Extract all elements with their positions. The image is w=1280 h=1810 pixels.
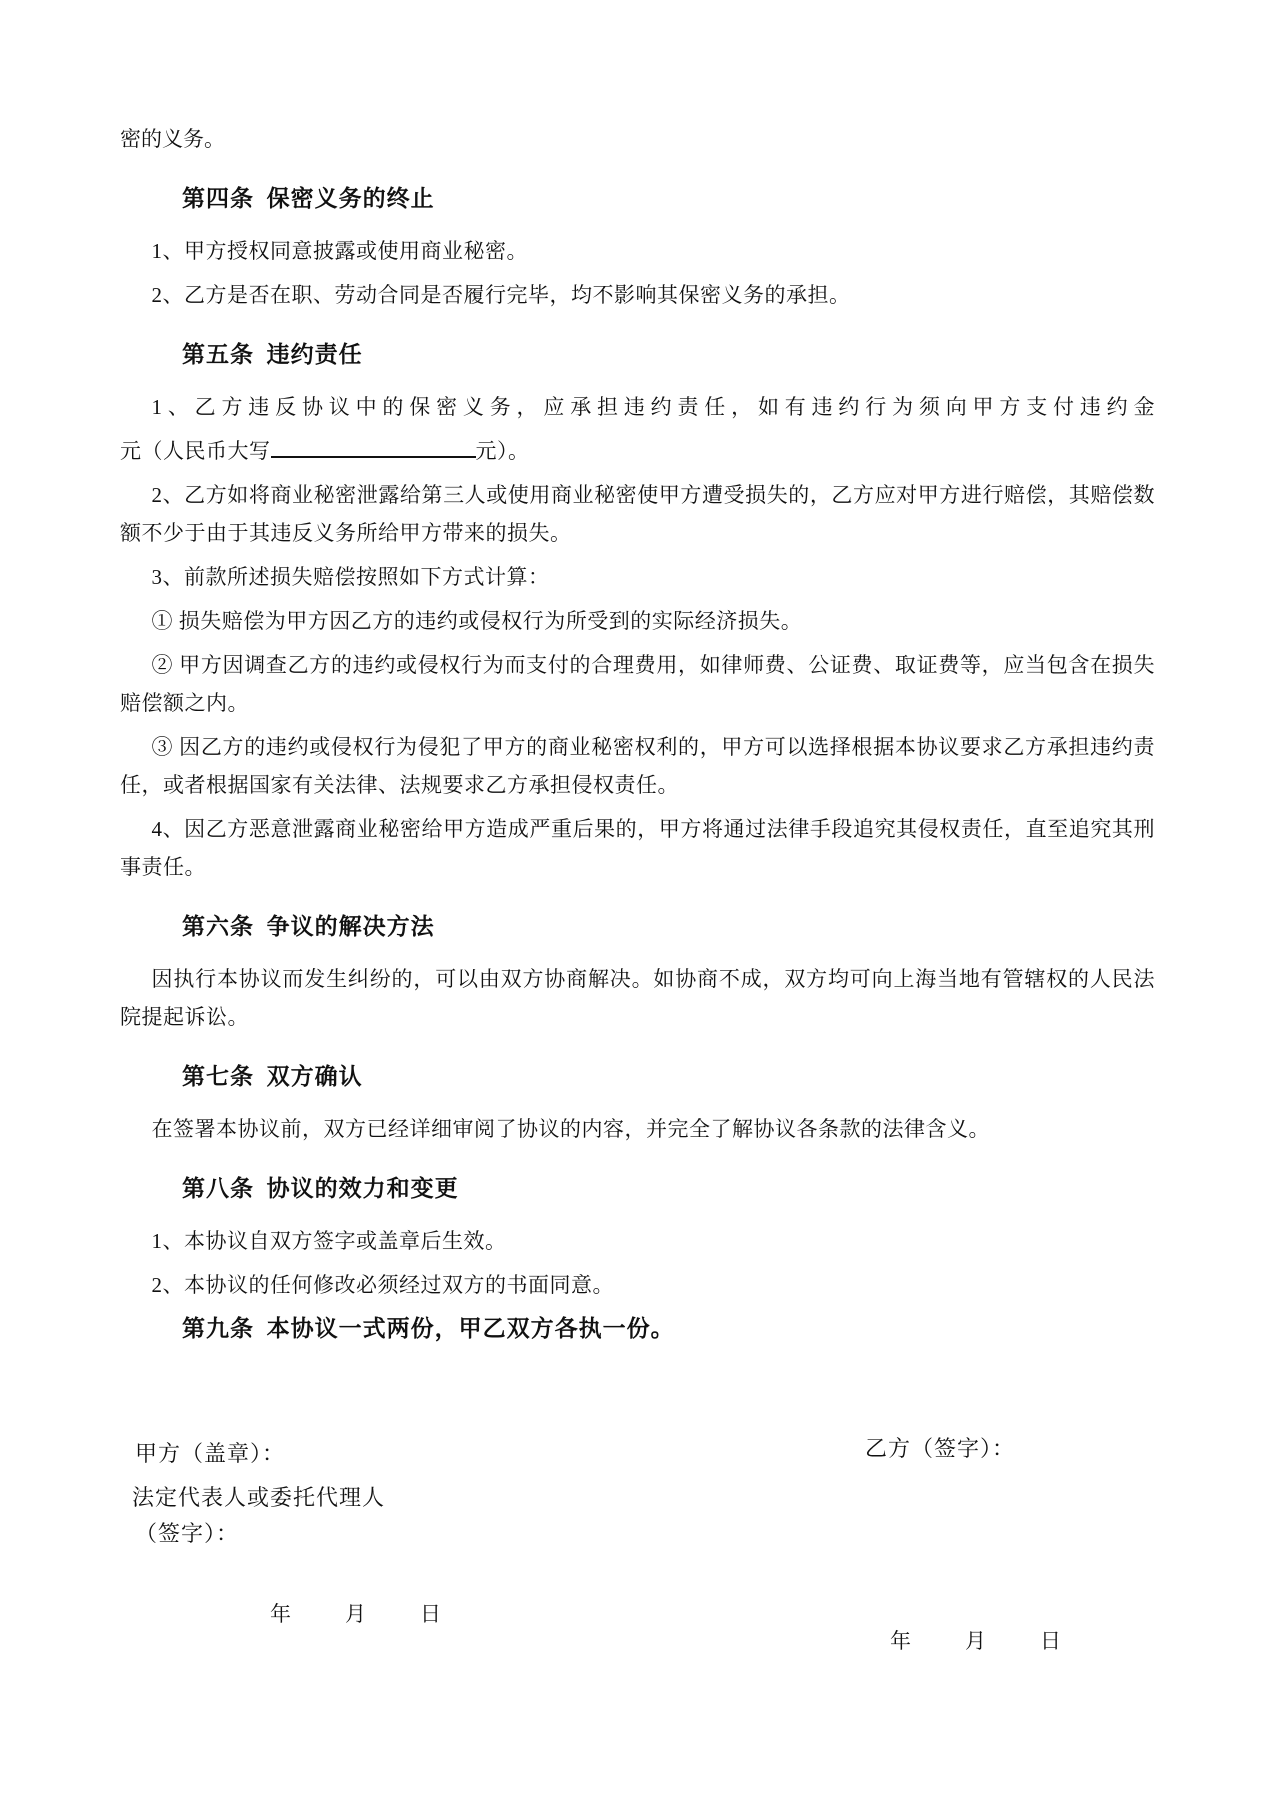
paragraph: 2、乙方如将商业秘密泄露给第三人或使用商业秘密使甲方遭受损失的，乙方应对甲方进行赔偿，其赔偿数额不少于由于其违反义务所给甲方带来的损失。 xyxy=(120,483,1155,545)
contract-section xyxy=(120,1172,1155,1304)
legal-rep-label: 法定代表人或委托代理人 xyxy=(132,1485,386,1510)
paragraph: ② 甲方因调查乙方的违约或侵权行为而支付的合理费用，如律师费、公证费、取证费等，应当包含在损失赔偿额之内。 xyxy=(120,653,1155,715)
heading-number: 第七条 xyxy=(182,1063,254,1089)
continuation-paragraph: 密的义务。 xyxy=(120,127,225,151)
document-body xyxy=(120,120,1155,1362)
date-month-label: 月 xyxy=(965,1629,986,1653)
sections-container xyxy=(120,182,1155,1344)
date-day-label: 日 xyxy=(1040,1629,1061,1653)
sign-colon-label: （签字）： xyxy=(135,1521,240,1546)
contract-section xyxy=(120,182,1155,314)
heading-number: 第六条 xyxy=(182,913,254,939)
heading-title: 本协议一式两份，甲乙双方各执一份。 xyxy=(266,1315,675,1341)
section-heading xyxy=(120,910,1155,942)
section-heading xyxy=(120,338,1155,370)
paragraph: 3、前款所述损失赔偿按照如下方式计算： xyxy=(151,565,550,589)
heading-title: 双方确认 xyxy=(266,1063,363,1089)
paragraph: ① 损失赔偿为甲方因乙方的违约或侵权行为所受到的实际经济损失。 xyxy=(151,609,803,633)
heading-title: 保密义务的终止 xyxy=(266,185,435,211)
heading-title: 违约责任 xyxy=(266,341,363,367)
heading-title: 协议的效力和变更 xyxy=(266,1175,459,1201)
paragraph: 2、本协议的任何修改必须经过双方的书面同意。 xyxy=(151,1273,614,1297)
date-year-label: 年 xyxy=(270,1602,291,1626)
paragraph: 在签署本协议前，双方已经详细审阅了协议的内容，并完全了解协议各条款的法律含义。 xyxy=(151,1117,990,1141)
amount-prefix: 元（人民币大写 xyxy=(120,439,271,463)
date-line-party-a xyxy=(270,1595,441,1633)
paragraph: 因执行本协议而发生纠纷的，可以由双方协商解决。如协商不成，双方均可向上海当地有管辖权的人民法院提起诉讼。 xyxy=(120,967,1155,1029)
section-heading xyxy=(120,1172,1155,1204)
party-b-sign-label: 乙方（签字）： xyxy=(865,1436,1016,1461)
paragraph: 4、因乙方恶意泄露商业秘密给甲方造成严重后果的，甲方将通过法律手段追究其侵权责任，直至追究其刑事责任。 xyxy=(120,817,1155,879)
date-day-label: 日 xyxy=(420,1602,441,1626)
paragraph: 1、乙方违反协议中的保密义务，应承担违约责任，如有违约行为须向甲方支付违约金 xyxy=(151,395,1155,419)
paragraph: 1、甲方授权同意披露或使用商业秘密。 xyxy=(151,239,528,263)
date-line-party-b xyxy=(890,1622,1061,1660)
date-year-label: 年 xyxy=(890,1629,911,1653)
section-heading xyxy=(120,182,1155,214)
contract-section xyxy=(120,338,1155,886)
section-heading xyxy=(120,1060,1155,1092)
date-month-label: 月 xyxy=(345,1602,366,1626)
paragraph: 1、本协议自双方签字或盖章后生效。 xyxy=(151,1229,507,1253)
contract-section xyxy=(120,910,1155,1036)
contract-section xyxy=(120,1312,1155,1344)
contract-section xyxy=(120,1060,1155,1148)
party-a-seal-label: 甲方（盖章）： xyxy=(135,1441,286,1466)
amount-suffix: 元）。 xyxy=(475,439,530,463)
paragraph: 2、乙方是否在职、劳动合同是否履行完毕，均不影响其保密义务的承担。 xyxy=(151,283,851,307)
amount-blank-line xyxy=(120,432,1155,470)
paragraph: ③ 因乙方的违约或侵权行为侵犯了甲方的商业秘密权利的，甲方可以选择根据本协议要求乙方承担违约责任，或者根据国家有关法律、法规要求乙方承担侵权责任。 xyxy=(120,735,1155,797)
heading-number: 第五条 xyxy=(182,341,254,367)
heading-number: 第九条 xyxy=(182,1315,254,1341)
section-heading xyxy=(120,1312,1155,1344)
heading-number: 第四条 xyxy=(182,185,254,211)
heading-number: 第八条 xyxy=(182,1175,254,1201)
heading-title: 争议的解决方法 xyxy=(266,913,435,939)
blank-underline xyxy=(271,435,476,458)
